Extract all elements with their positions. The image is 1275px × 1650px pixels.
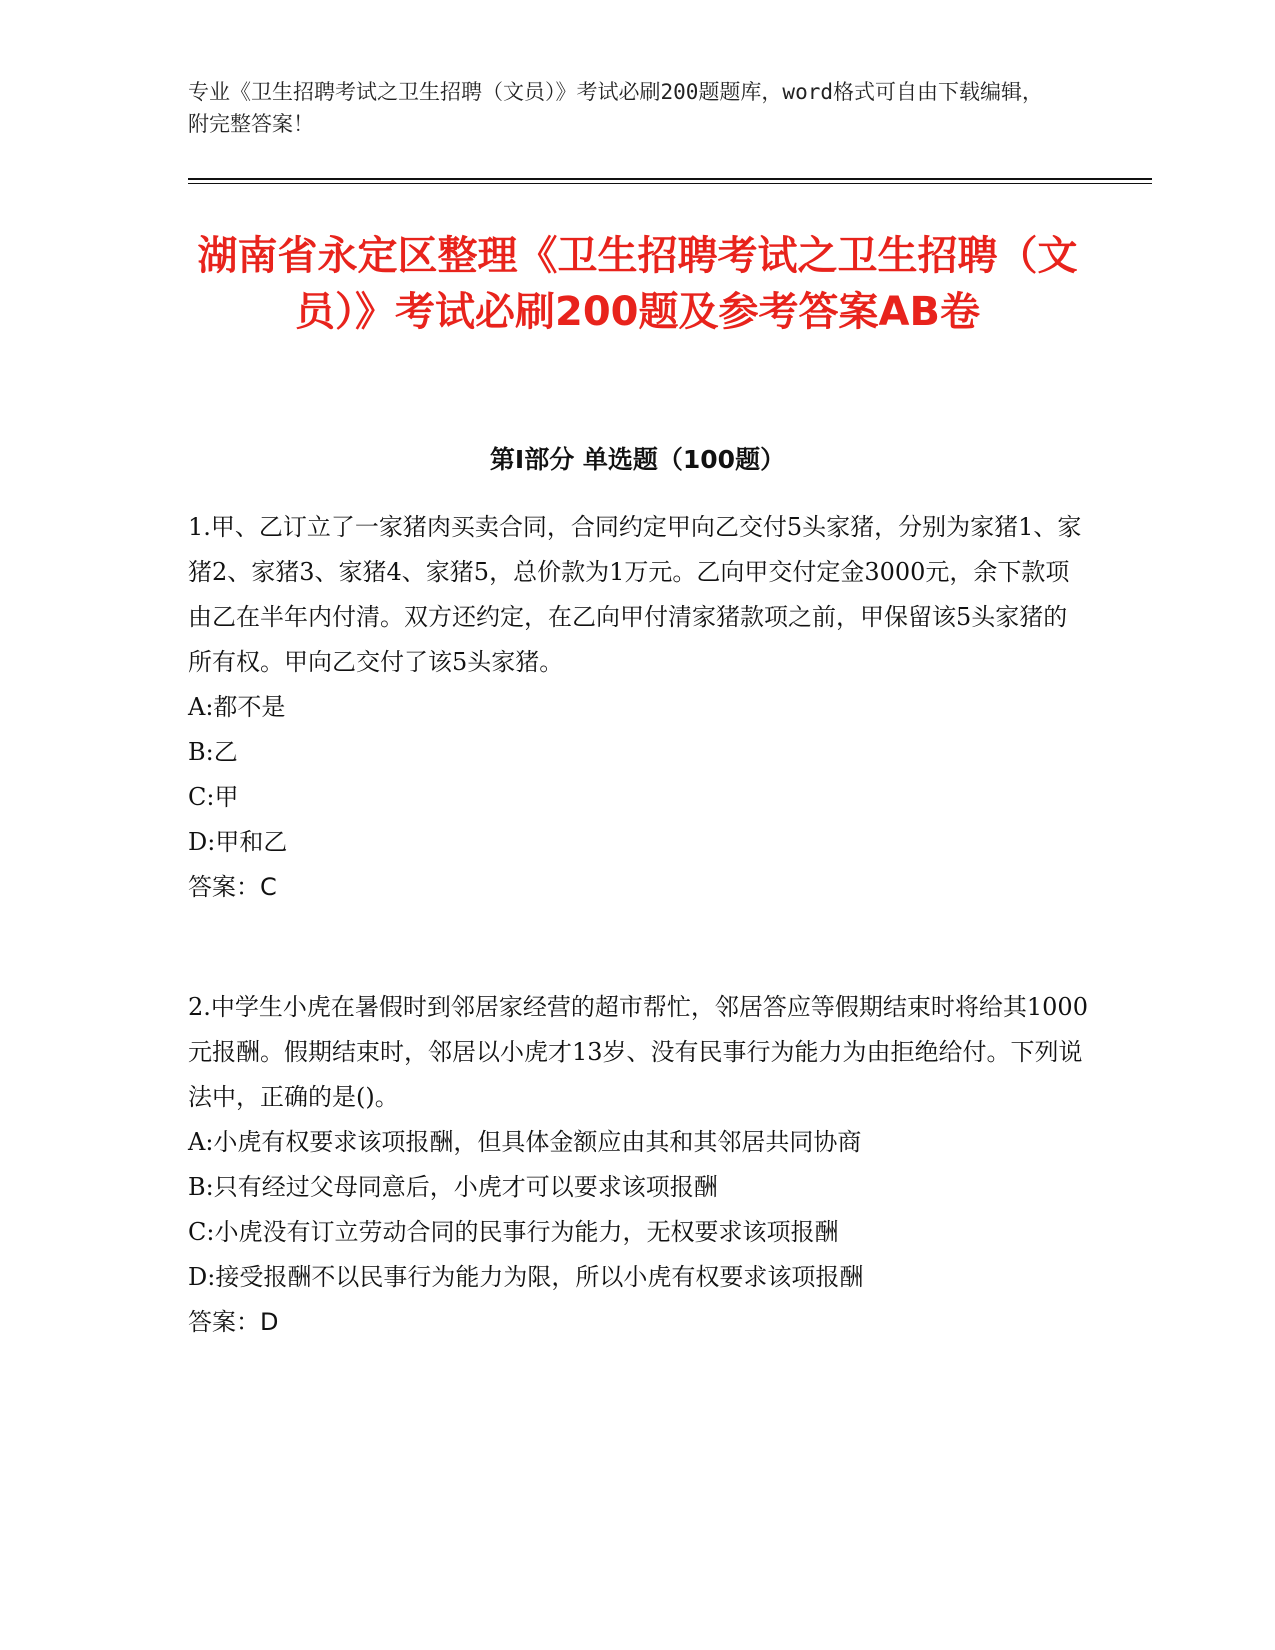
option-a: A:都不是 <box>188 693 286 721</box>
option-a: A:小虎有权要求该项报酬，但具体金额应由其和其邻居共同协商 <box>188 1128 862 1156</box>
option-b: B:乙 <box>188 738 238 766</box>
answer: 答案：D <box>188 1308 279 1336</box>
option-b: B:只有经过父母同意后，小虎才可以要求该项报酬 <box>188 1173 718 1201</box>
question-1 <box>188 505 1088 910</box>
header-rule-thick <box>188 178 1152 180</box>
header-note: 专业《卫生招聘考试之卫生招聘（文员）》考试必刷200题题库，word格式可自由下载编辑，附完整答案！ <box>188 80 1043 136</box>
section-heading: 第I部分 单选题（100题） <box>489 445 786 474</box>
option-d: D:接受报酬不以民事行为能力为限，所以小虎有权要求该项报酬 <box>188 1263 864 1291</box>
question-2 <box>188 985 1088 1345</box>
question-stem: 2.中学生小虎在暑假时到邻居家经营的超市帮忙，邻居答应等假期结束时将给其1000元报酬。假期结束时，邻居以小虎才13岁、没有民事行为能力为由拒绝给付。下列说法中，正确的是()。 <box>188 993 1088 1111</box>
document-title: 湖南省永定区整理《卫生招聘考试之卫生招聘（文员）》考试必刷200题及参考答案AB卷 <box>197 233 1078 335</box>
question-stem: 1.甲、乙订立了一家猪肉买卖合同，合同约定甲向乙交付5头家猪，分别为家猪1、家猪2、家猪3、家猪4、家猪5，总价款为1万元。乙向甲交付定金3000元，余下款项由乙在半年内付清。双方还约定，在乙向甲付清家猪款项之前，甲保留该5头家猪的所有权。甲向乙交付了该5头家猪。 <box>188 513 1082 676</box>
option-d: D:甲和乙 <box>188 828 288 856</box>
option-c: C:甲 <box>188 783 239 811</box>
answer: 答案：C <box>188 873 277 901</box>
option-c: C:小虎没有订立劳动合同的民事行为能力，无权要求该项报酬 <box>188 1218 839 1246</box>
header-rule-thin <box>188 183 1152 184</box>
